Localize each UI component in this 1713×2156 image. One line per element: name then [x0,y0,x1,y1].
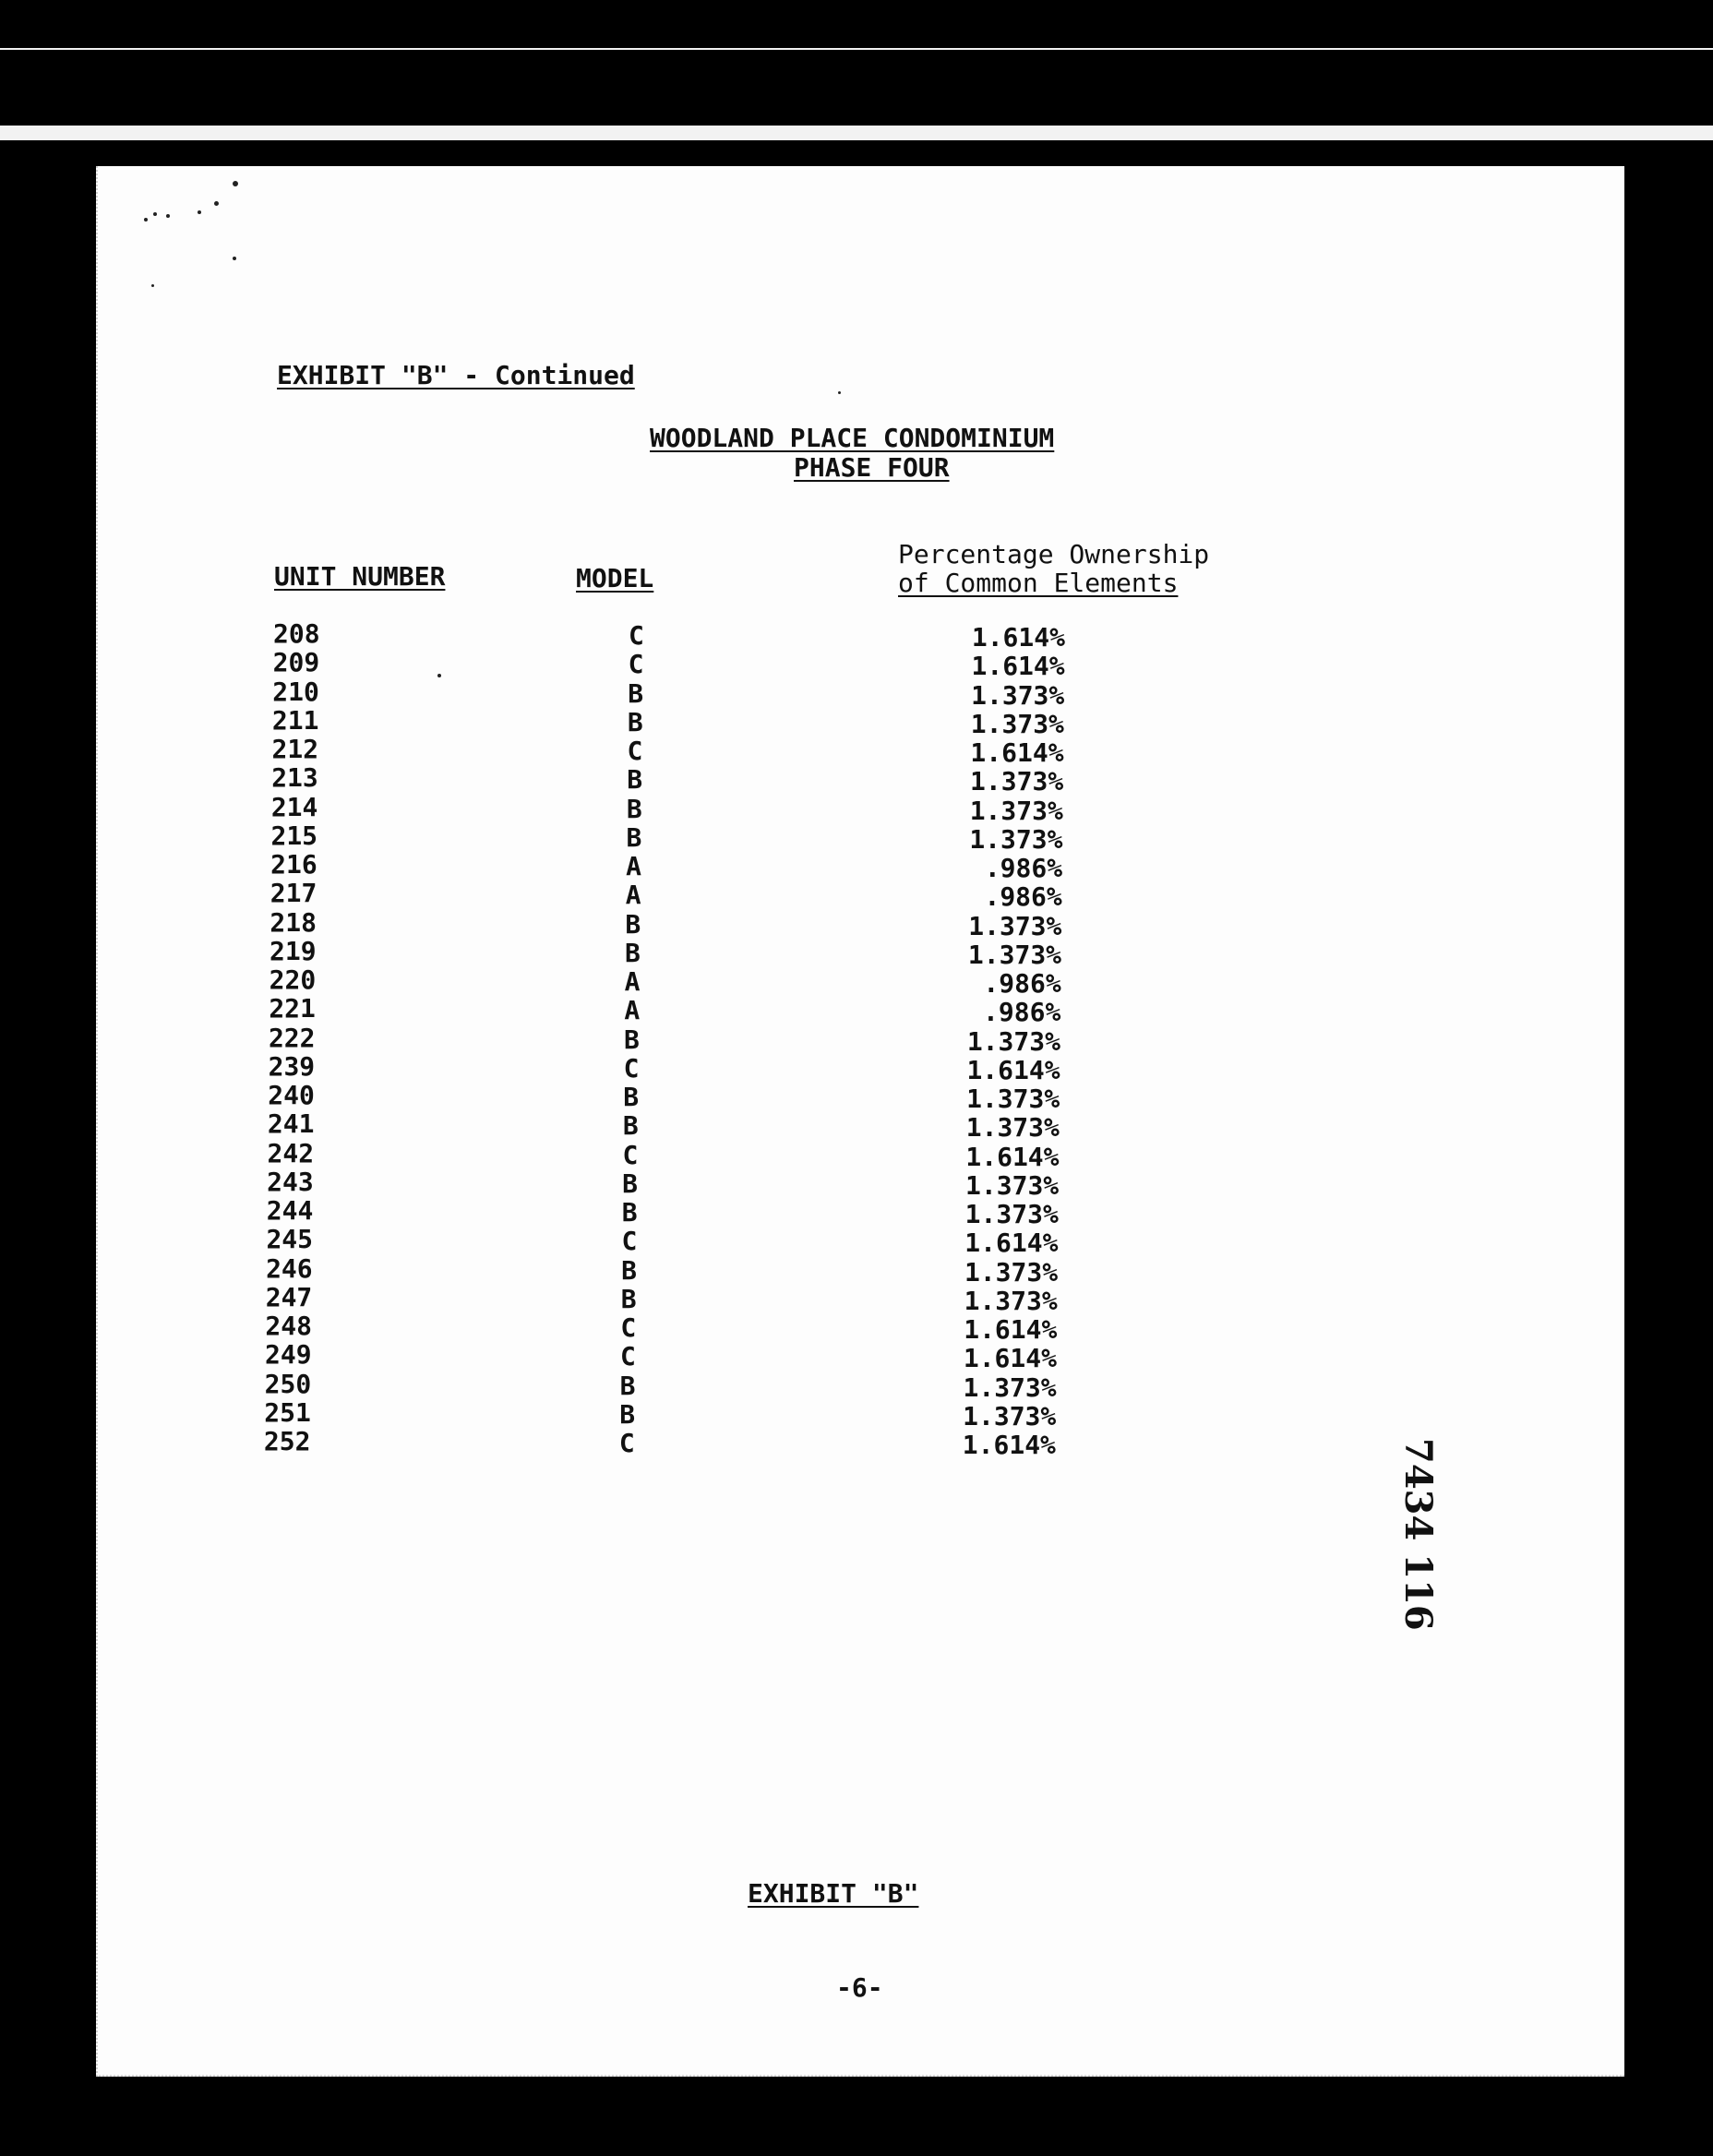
model-cell: B [621,1197,638,1228]
book-page-stamp: 7434 116 [1396,1438,1440,1631]
percentage-cell: 1.614% [962,1430,1056,1460]
percentage-cell: 1.614% [963,1343,1057,1374]
percentage-cell: .986% [984,853,1063,883]
model-cell: B [623,1082,640,1112]
percentage-cell: 1.373% [965,1112,1060,1144]
column-header-model: MODEL [576,563,654,593]
model-cell: B [628,677,644,709]
percentage-cell: 1.614% [971,622,1065,653]
document-title: WOODLAND PLACE CONDOMINIUM [650,423,1055,453]
model-cell: B [619,1370,636,1401]
model-cell: C [620,1312,637,1343]
model-cell: B [619,1398,636,1430]
model-cell: C [627,736,643,766]
unit-number-cell: 208 [273,618,320,649]
percentage-cell: 1.373% [969,823,1063,855]
unit-number-cell: 247 [265,1281,313,1312]
unit-number-cell: 239 [268,1050,316,1082]
unit-number-cell: 242 [267,1137,315,1168]
model-cell: A [626,851,641,881]
unit-number-cell: 244 [266,1195,314,1226]
model-cell: C [621,1226,638,1257]
percentage-cell: 1.614% [964,1314,1058,1345]
percentage-cell: 1.373% [964,1199,1059,1229]
unit-number-cell: 212 [271,734,319,764]
unit-number-cell: 215 [270,820,318,851]
percentage-cell: 1.373% [964,1256,1059,1288]
percentage-cell: .986% [983,997,1061,1028]
percentage-cell: 1.373% [969,795,1063,826]
percentage-cell: 1.614% [966,1054,1060,1085]
percentage-cell: 1.614% [971,651,1065,682]
model-cell: C [622,1139,639,1170]
model-cell: B [622,1168,639,1199]
percentage-cell: 1.373% [970,766,1064,797]
model-cell: B [627,764,643,796]
model-cell: B [626,821,642,853]
model-cell: B [623,1024,640,1055]
model-cell: B [625,937,641,968]
percentage-cell: 1.373% [963,1400,1057,1431]
unit-number-cell: 211 [271,704,319,736]
unit-number-cell: 222 [268,1022,316,1053]
percentage-cell: 1.373% [965,1169,1060,1201]
percentage-cell: 1.373% [970,708,1064,739]
column-header-unit-number: UNIT NUMBER [274,561,446,592]
percentage-cell: 1.614% [970,737,1064,768]
model-cell: B [626,793,642,824]
model-cell: B [627,706,643,737]
unit-number-cell: 251 [264,1396,311,1428]
scan-top-rule [0,48,1713,50]
percentage-cell: 1.373% [967,939,1062,970]
model-cell: B [622,1110,639,1142]
model-cell: A [624,966,641,997]
scan-top-band [0,126,1713,140]
percentage-cell: 1.373% [966,1025,1060,1057]
unit-number-cell: 243 [267,1166,314,1197]
unit-number-cell: 249 [265,1339,312,1371]
model-cell: A [625,880,641,911]
model-cell: C [623,1052,640,1084]
percentage-cell: 1.373% [963,1371,1057,1403]
unit-number-cell: 246 [266,1252,313,1284]
percentage-cell: 1.373% [964,1285,1058,1316]
column-header-percentage-line2: of Common Elements [898,568,1179,598]
column-header-percentage-line1: Percentage Ownership [898,539,1210,569]
document-page [96,166,1624,2077]
unit-number-cell: 219 [270,935,317,966]
unit-number-cell: 214 [270,791,318,822]
unit-number-cell: 220 [269,964,317,995]
model-cell: B [625,908,641,940]
model-cell: B [620,1283,637,1314]
unit-number-cell: 248 [265,1311,312,1341]
percentage-cell: 1.614% [964,1228,1059,1259]
model-cell: C [620,1341,636,1372]
unit-number-cell: 218 [270,906,317,938]
model-cell: B [621,1254,637,1286]
document-subtitle: PHASE FOUR [794,452,950,483]
unit-number-cell: 216 [270,849,317,880]
unit-number-cell: 209 [272,647,320,678]
percentage-cell: 1.614% [965,1141,1060,1172]
percentage-cell: 1.373% [971,679,1065,711]
unit-number-cell: 241 [267,1108,315,1140]
unit-number-cell: 250 [264,1368,312,1399]
exhibit-footer-label: EXHIBIT "B" [748,1878,919,1909]
model-cell: C [628,649,644,680]
unit-number-cell: 210 [272,676,319,707]
model-cell: C [618,1428,635,1458]
unit-number-cell: 240 [268,1080,315,1110]
page-number: -6- [836,1972,883,2003]
ownership-table [96,166,1624,2077]
unit-number-cell: 221 [269,993,316,1024]
unit-number-cell: 245 [266,1224,314,1255]
percentage-cell: .986% [983,968,1061,999]
exhibit-continued-heading: EXHIBIT "B" - Continued [277,360,635,390]
unit-number-cell: 217 [270,878,317,909]
model-cell: A [624,995,641,1026]
model-cell: C [629,620,644,651]
percentage-cell: 1.373% [966,1084,1060,1114]
percentage-cell: 1.373% [968,910,1062,941]
unit-number-cell: 213 [271,762,318,794]
percentage-cell: .986% [984,881,1062,913]
unit-number-cell: 252 [263,1426,311,1456]
